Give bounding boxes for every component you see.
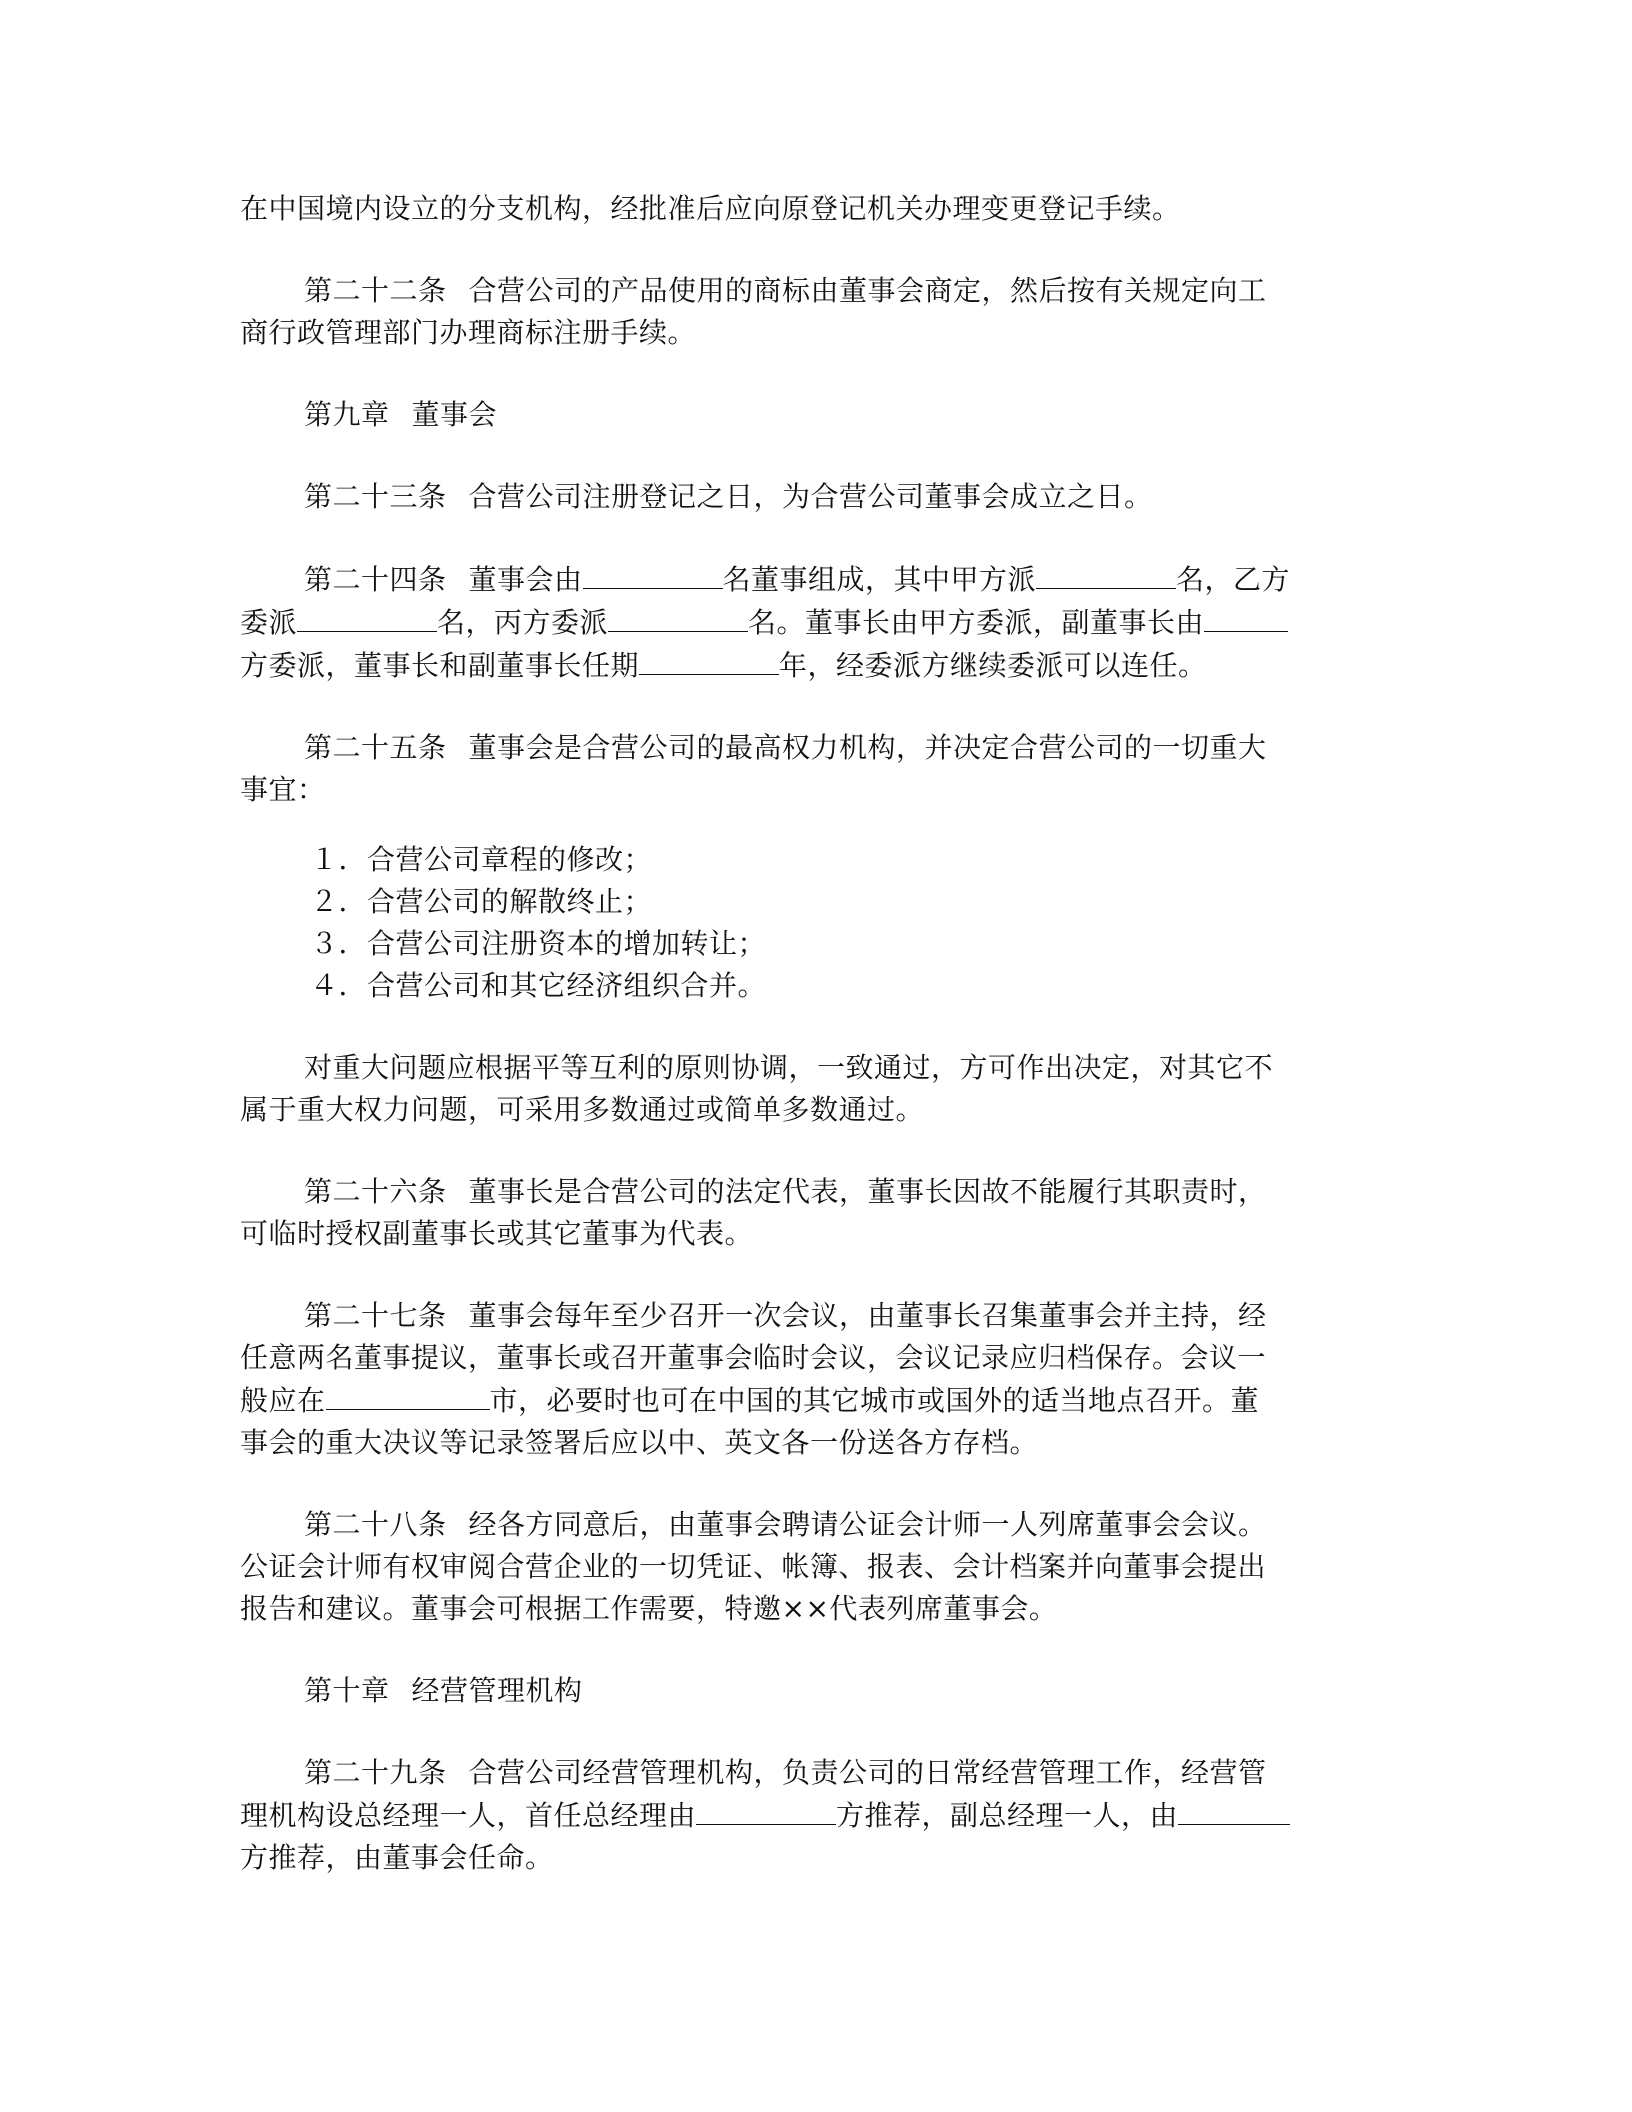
article-text: 理机构设总经理一人，首任总经理由 — [240, 1799, 697, 1832]
article-text: 委派 — [240, 606, 298, 639]
article-number: 第二十九条 — [304, 1756, 447, 1789]
fill-in-blank — [1036, 558, 1176, 589]
article-text: 般应在 — [240, 1384, 326, 1417]
article-number: 第二十四条 — [304, 563, 447, 596]
article-text: 合营公司的产品使用的商标由董事会商定，然后按有关规定向工 — [468, 274, 1267, 307]
paragraph-line: 在中国境内设立的分支机构，经批准后应向原登记机关办理变更登记手续。 — [240, 192, 1181, 225]
article-25-list — [240, 839, 1386, 1007]
article-22 — [240, 270, 1386, 354]
article-24 — [240, 558, 1386, 687]
paragraph-line: 对重大问题应根据平等互利的原则协调，一致通过，方可作出决定，对其它不 — [304, 1051, 1274, 1084]
article-number: 第二十七条 — [304, 1299, 447, 1332]
paragraph-continued — [240, 188, 1386, 230]
article-text: 报告和建议。董事会可根据工作需要，特邀××代表列席董事会。 — [240, 1592, 1058, 1625]
article-text: 名，丙方委派 — [437, 606, 609, 639]
document-page — [240, 188, 1386, 1919]
article-text: 方推荐，副总经理一人，由 — [836, 1799, 1179, 1832]
article-text: 合营公司经营管理机构，负责公司的日常经营管理工作，经营管 — [468, 1756, 1267, 1789]
chapter-9-heading — [304, 394, 1386, 436]
article-text: 事会的重大决议等记录签署后应以中、英文各一份送各方存档。 — [240, 1426, 1039, 1459]
article-number: 第二十五条 — [304, 731, 447, 764]
article-text: 事宜： — [240, 773, 326, 806]
article-26 — [240, 1171, 1386, 1255]
article-23 — [240, 476, 1386, 518]
fill-in-blank — [608, 601, 748, 632]
fill-in-blank — [639, 644, 779, 675]
article-text: 名，乙方 — [1176, 563, 1291, 596]
article-text: 合营公司注册登记之日，为合营公司董事会成立之日。 — [468, 480, 1153, 513]
article-number: 第二十三条 — [304, 480, 447, 513]
fill-in-blank — [1204, 601, 1288, 632]
article-text: 经各方同意后，由董事会聘请公证会计师一人列席董事会会议。 — [468, 1508, 1267, 1541]
fill-in-blank — [297, 601, 437, 632]
list-item: ４．合营公司和其它经济组织合并。 — [310, 969, 767, 1002]
article-text: 名。董事长由甲方委派，副董事长由 — [748, 606, 1205, 639]
article-number: 第二十二条 — [304, 274, 447, 307]
list-item: １．合营公司章程的修改； — [310, 843, 653, 876]
article-29 — [240, 1752, 1386, 1879]
list-item: ３．合营公司注册资本的增加转让； — [310, 927, 767, 960]
chapter-number: 第十章 — [304, 1674, 390, 1707]
article-27 — [240, 1295, 1386, 1464]
article-text: 公证会计师有权审阅合营企业的一切凭证、帐簿、报表、会计档案并向董事会提出 — [240, 1550, 1267, 1583]
article-text: 董事长是合营公司的法定代表，董事长因故不能履行其职责时， — [468, 1175, 1267, 1208]
fill-in-blank — [1178, 1794, 1290, 1825]
article-text: 董事会是合营公司的最高权力机构，并决定合营公司的一切重大 — [468, 731, 1267, 764]
article-text: 可临时授权副董事长或其它董事为代表。 — [240, 1217, 754, 1250]
paragraph-line: 属于重大权力问题，可采用多数通过或简单多数通过。 — [240, 1093, 925, 1126]
article-28 — [240, 1504, 1386, 1630]
chapter-10-heading — [304, 1670, 1386, 1712]
article-text: 名董事组成，其中甲方派 — [722, 563, 1037, 596]
article-text: 方推荐，由董事会任命。 — [240, 1841, 554, 1874]
article-text: 董事会每年至少召开一次会议，由董事长召集董事会并主持，经 — [468, 1299, 1267, 1332]
article-text: 年，经委派方继续委派可以连任。 — [779, 649, 1207, 682]
fill-in-blank — [696, 1794, 836, 1825]
paragraph-majority — [240, 1047, 1386, 1131]
article-text: 任意两名董事提议，董事长或召开董事会临时会议，会议记录应归档保存。会议一 — [240, 1341, 1267, 1374]
chapter-title: 经营管理机构 — [411, 1674, 583, 1707]
article-text: 方委派，董事长和副董事长任期 — [240, 649, 640, 682]
article-25 — [240, 727, 1386, 811]
fill-in-blank — [583, 558, 723, 589]
list-item: ２．合营公司的解散终止； — [310, 885, 653, 918]
chapter-number: 第九章 — [304, 398, 390, 431]
article-number: 第二十八条 — [304, 1508, 447, 1541]
fill-in-blank — [326, 1379, 490, 1410]
article-number: 第二十六条 — [304, 1175, 447, 1208]
chapter-title: 董事会 — [411, 398, 498, 431]
article-text: 董事会由 — [468, 563, 583, 596]
article-text: 商行政管理部门办理商标注册手续。 — [240, 316, 697, 349]
article-text: 市，必要时也可在中国的其它城市或国外的适当地点召开。董 — [489, 1384, 1260, 1417]
